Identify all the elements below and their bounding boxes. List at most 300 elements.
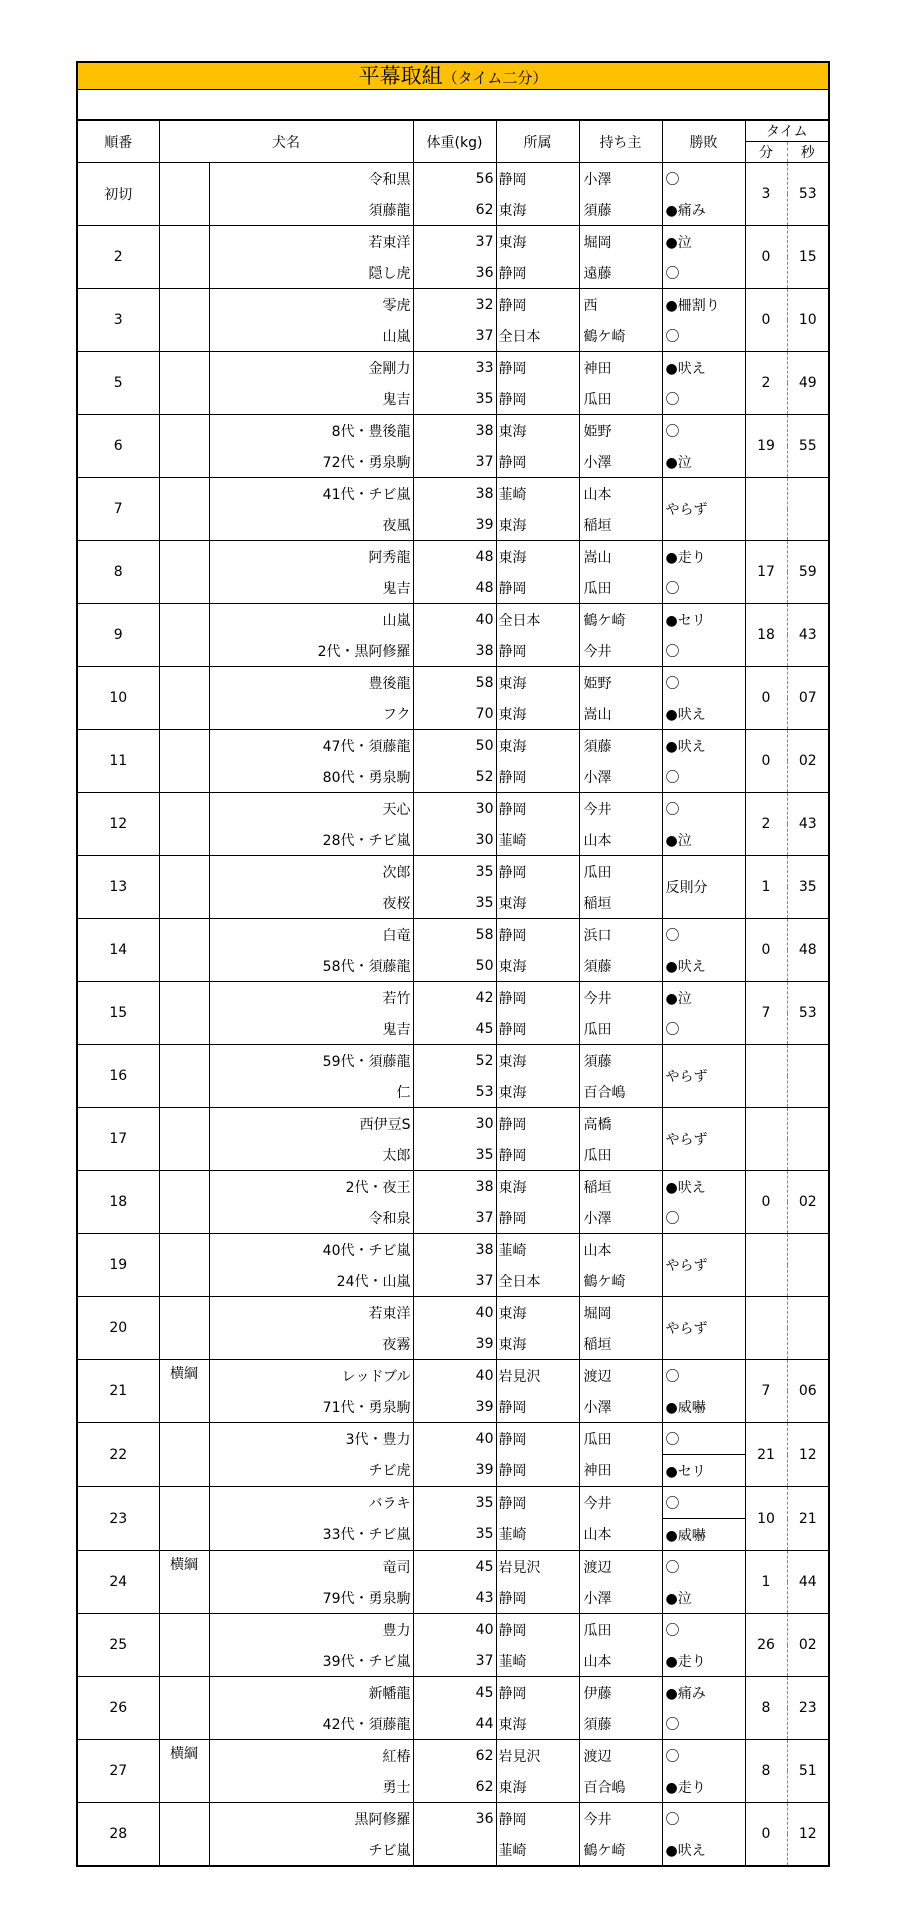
dog-result: 〇	[662, 415, 745, 447]
dog-weight: 52	[413, 761, 496, 793]
bout-rank	[159, 541, 209, 604]
bout-seconds	[787, 1234, 829, 1297]
dog-affiliation: 静岡	[496, 257, 579, 289]
dog-weight: 38	[413, 1171, 496, 1203]
dog-name: 零虎	[209, 289, 413, 321]
dog-weight: 40	[413, 1423, 496, 1455]
dog-affiliation: 静岡	[496, 919, 579, 951]
dog-owner: 伊藤	[579, 1677, 662, 1709]
dog-weight	[413, 1834, 496, 1866]
dog-name: 41代・チビ嵐	[209, 478, 413, 510]
bout-table-body	[77, 163, 829, 1867]
dog-weight: 56	[413, 163, 496, 195]
dog-affiliation: 東海	[496, 730, 579, 762]
bout-row	[77, 415, 829, 447]
dog-affiliation: 静岡	[496, 1202, 579, 1234]
bout-row	[77, 1234, 829, 1266]
bout-seconds	[787, 478, 829, 541]
dog-result: ●泣	[662, 1582, 745, 1614]
dog-affiliation: 東海	[496, 194, 579, 226]
dog-owner: 瓜田	[579, 1139, 662, 1171]
bout-rank	[159, 1108, 209, 1171]
dog-result: ●吠え	[662, 698, 745, 730]
dog-weight: 35	[413, 1519, 496, 1551]
header-result: 勝敗	[662, 121, 745, 163]
dog-result: ●走り	[662, 1771, 745, 1803]
bout-minutes: 0	[745, 730, 787, 793]
bout-row	[77, 163, 829, 195]
bout-rank	[159, 604, 209, 667]
dog-affiliation: 静岡	[496, 856, 579, 888]
dog-affiliation: 静岡	[496, 572, 579, 604]
bout-minutes	[745, 1297, 787, 1360]
dog-name: 白竜	[209, 919, 413, 951]
dog-name: 47代・須藤龍	[209, 730, 413, 762]
bout-row	[77, 667, 829, 699]
bout-order: 20	[77, 1297, 159, 1360]
dog-weight: 37	[413, 446, 496, 478]
dog-owner: 小澤	[579, 1391, 662, 1423]
dog-affiliation: 静岡	[496, 383, 579, 415]
dog-name: 山嵐	[209, 320, 413, 352]
dog-weight: 37	[413, 1645, 496, 1677]
dog-affiliation: 東海	[496, 950, 579, 982]
bout-minutes: 2	[745, 793, 787, 856]
dog-owner: 山本	[579, 1645, 662, 1677]
bout-row	[77, 1551, 829, 1583]
dog-weight: 30	[413, 1108, 496, 1140]
dog-result: ●柵割り	[662, 289, 745, 321]
bout-order: 13	[77, 856, 159, 919]
bout-row	[77, 730, 829, 762]
bout-order: 21	[77, 1360, 159, 1423]
dog-name: 夜桜	[209, 887, 413, 919]
dog-affiliation: 静岡	[496, 1487, 579, 1519]
bout-minutes	[745, 1108, 787, 1171]
dog-owner: 稲垣	[579, 509, 662, 541]
dog-owner: 須藤	[579, 194, 662, 226]
bout-rank	[159, 226, 209, 289]
bout-minutes: 18	[745, 604, 787, 667]
dog-weight: 40	[413, 1614, 496, 1646]
dog-owner: 神田	[579, 1455, 662, 1487]
dog-affiliation: 東海	[496, 1328, 579, 1360]
dog-owner: 小澤	[579, 1582, 662, 1614]
dog-affiliation: 静岡	[496, 1614, 579, 1646]
blank-row	[76, 90, 830, 120]
dog-affiliation: 静岡	[496, 1677, 579, 1709]
dog-result: 〇	[662, 383, 745, 415]
bout-row	[77, 1171, 829, 1203]
bout-seconds: 12	[787, 1803, 829, 1867]
dog-weight: 45	[413, 1551, 496, 1583]
header-order: 順番	[77, 121, 159, 163]
dog-affiliation: 東海	[496, 698, 579, 730]
dog-affiliation: 静岡	[496, 1108, 579, 1140]
dog-owner: 瓜田	[579, 572, 662, 604]
header-affiliation: 所属	[496, 121, 579, 163]
bout-order: 17	[77, 1108, 159, 1171]
dog-owner: 堀岡	[579, 226, 662, 258]
dog-affiliation: 静岡	[496, 1455, 579, 1487]
bout-rank: 横綱	[159, 1360, 209, 1423]
dog-name: 24代・山嵐	[209, 1265, 413, 1297]
dog-name: 鬼吉	[209, 1013, 413, 1045]
dog-result: 〇	[662, 1202, 745, 1234]
bout-seconds: 21	[787, 1487, 829, 1551]
dog-owner: 遠藤	[579, 257, 662, 289]
bout-seconds	[787, 1045, 829, 1108]
dog-name: バラキ	[209, 1487, 413, 1519]
dog-result: ●吠え	[662, 950, 745, 982]
dog-owner: 今井	[579, 1803, 662, 1835]
dog-result: 〇	[662, 1740, 745, 1772]
dog-affiliation: 東海	[496, 226, 579, 258]
dog-name: 8代・豊後龍	[209, 415, 413, 447]
dog-result: ●吠え	[662, 1834, 745, 1866]
bout-minutes: 26	[745, 1614, 787, 1677]
bout-order: 3	[77, 289, 159, 352]
dog-affiliation: 東海	[496, 1171, 579, 1203]
bout-minutes: 3	[745, 163, 787, 226]
bout-seconds: 44	[787, 1551, 829, 1614]
dog-name: 鬼吉	[209, 572, 413, 604]
dog-weight: 53	[413, 1076, 496, 1108]
dog-weight: 48	[413, 572, 496, 604]
dog-name: 次郎	[209, 856, 413, 888]
dog-owner: 小澤	[579, 761, 662, 793]
bout-table	[76, 120, 830, 1867]
bout-seconds: 02	[787, 1614, 829, 1677]
dog-owner: 小澤	[579, 163, 662, 195]
dog-affiliation: 韮崎	[496, 478, 579, 510]
dog-owner: 稲垣	[579, 887, 662, 919]
dog-weight: 32	[413, 289, 496, 321]
dog-result: 〇	[662, 761, 745, 793]
bout-rank	[159, 478, 209, 541]
bout-row	[77, 541, 829, 573]
dog-owner: 山本	[579, 824, 662, 856]
bout-rank	[159, 667, 209, 730]
bout-rank	[159, 289, 209, 352]
dog-weight: 37	[413, 1202, 496, 1234]
bout-seconds: 49	[787, 352, 829, 415]
bout-order: 18	[77, 1171, 159, 1234]
dog-owner: 堀岡	[579, 1297, 662, 1329]
dog-owner: 瓜田	[579, 1013, 662, 1045]
dog-weight: 35	[413, 856, 496, 888]
header-seconds: 秒	[787, 142, 829, 163]
dog-weight: 50	[413, 950, 496, 982]
bout-order: 16	[77, 1045, 159, 1108]
dog-name: 鬼吉	[209, 383, 413, 415]
bout-seconds	[787, 1297, 829, 1360]
dog-weight: 35	[413, 1139, 496, 1171]
bout-row	[77, 1360, 829, 1392]
header-dog-name: 犬名	[159, 121, 413, 163]
bout-order: 28	[77, 1803, 159, 1867]
bout-minutes: 8	[745, 1740, 787, 1803]
dog-result: 〇	[662, 1803, 745, 1835]
dog-result: ●吠え	[662, 352, 745, 384]
dog-owner: 今井	[579, 793, 662, 825]
bout-rank	[159, 1487, 209, 1551]
dog-affiliation: 韮崎	[496, 824, 579, 856]
dog-affiliation: 韮崎	[496, 1519, 579, 1551]
dog-name: 新幡龍	[209, 1677, 413, 1709]
bout-row	[77, 1614, 829, 1646]
bout-minutes: 1	[745, 856, 787, 919]
bout-minutes	[745, 478, 787, 541]
dog-name: 夜風	[209, 509, 413, 541]
dog-weight: 45	[413, 1677, 496, 1709]
bout-minutes: 19	[745, 415, 787, 478]
dog-name: 令和黒	[209, 163, 413, 195]
dog-weight: 38	[413, 1234, 496, 1266]
dog-result: 〇	[662, 793, 745, 825]
dog-name: フク	[209, 698, 413, 730]
dog-result: 〇	[662, 1708, 745, 1740]
bout-result: やらず	[662, 1108, 745, 1171]
bout-rank	[159, 730, 209, 793]
dog-name: 仁	[209, 1076, 413, 1108]
dog-name: 西伊豆S	[209, 1108, 413, 1140]
dog-result: 〇	[662, 919, 745, 951]
dog-affiliation: 静岡	[496, 1013, 579, 1045]
dog-weight: 36	[413, 257, 496, 289]
bout-result: やらず	[662, 1234, 745, 1297]
dog-result: ●痛み	[662, 1677, 745, 1709]
dog-affiliation: 東海	[496, 415, 579, 447]
dog-weight: 40	[413, 604, 496, 636]
bout-order: 8	[77, 541, 159, 604]
dog-weight: 35	[413, 887, 496, 919]
dog-affiliation: 静岡	[496, 982, 579, 1014]
dog-affiliation: 全日本	[496, 1265, 579, 1297]
dog-affiliation: 静岡	[496, 289, 579, 321]
bout-order: 7	[77, 478, 159, 541]
bout-rank	[159, 352, 209, 415]
dog-result: 〇	[662, 257, 745, 289]
bout-row	[77, 478, 829, 510]
bout-row	[77, 226, 829, 258]
dog-affiliation: 韮崎	[496, 1234, 579, 1266]
bout-row	[77, 793, 829, 825]
dog-weight: 39	[413, 1328, 496, 1360]
header-time: タイム	[745, 121, 829, 142]
dog-name: 隠し虎	[209, 257, 413, 289]
dog-result: ●セリ	[662, 1455, 745, 1487]
bout-rank	[159, 856, 209, 919]
bout-order: 11	[77, 730, 159, 793]
dog-weight: 58	[413, 919, 496, 951]
dog-result: ●威嚇	[662, 1519, 745, 1551]
bout-seconds: 53	[787, 982, 829, 1045]
dog-weight: 36	[413, 1803, 496, 1835]
dog-weight: 37	[413, 1265, 496, 1297]
dog-name: 若東洋	[209, 1297, 413, 1329]
dog-name: 勇士	[209, 1771, 413, 1803]
dog-affiliation: 岩見沢	[496, 1740, 579, 1772]
dog-affiliation: 静岡	[496, 761, 579, 793]
dog-name: 42代・須藤龍	[209, 1708, 413, 1740]
dog-name: 39代・チビ嵐	[209, 1645, 413, 1677]
dog-owner: 瓜田	[579, 856, 662, 888]
bout-row	[77, 1423, 829, 1455]
bout-rank	[159, 1234, 209, 1297]
dog-name: 58代・須藤龍	[209, 950, 413, 982]
dog-weight: 40	[413, 1360, 496, 1392]
dog-name: チビ虎	[209, 1455, 413, 1487]
dog-result: ●痛み	[662, 194, 745, 226]
dog-owner: 高橋	[579, 1108, 662, 1140]
dog-name: 天心	[209, 793, 413, 825]
dog-name: 2代・夜王	[209, 1171, 413, 1203]
dog-owner: 山本	[579, 1234, 662, 1266]
bout-order: 23	[77, 1487, 159, 1551]
dog-affiliation: 岩見沢	[496, 1551, 579, 1583]
dog-weight: 39	[413, 1391, 496, 1423]
dog-affiliation: 静岡	[496, 446, 579, 478]
dog-owner: 渡辺	[579, 1551, 662, 1583]
dog-weight: 37	[413, 320, 496, 352]
bout-row	[77, 1677, 829, 1709]
dog-owner: 須藤	[579, 1045, 662, 1077]
bout-rank	[159, 793, 209, 856]
dog-result: ●走り	[662, 1645, 745, 1677]
dog-result: ●泣	[662, 446, 745, 478]
bout-row	[77, 1108, 829, 1140]
bout-order: 12	[77, 793, 159, 856]
dog-name: 山嵐	[209, 604, 413, 636]
bout-seconds: 48	[787, 919, 829, 982]
bout-row	[77, 604, 829, 636]
dog-owner: 嵩山	[579, 541, 662, 573]
dog-affiliation: 韮崎	[496, 1645, 579, 1677]
bout-seconds	[787, 1108, 829, 1171]
dog-name: 3代・豊力	[209, 1423, 413, 1455]
bout-seconds: 07	[787, 667, 829, 730]
title-bar	[76, 61, 830, 90]
dog-owner: 今井	[579, 635, 662, 667]
bout-result: やらず	[662, 1045, 745, 1108]
dog-owner: 今井	[579, 982, 662, 1014]
header-weight: 体重(kg)	[413, 121, 496, 163]
dog-name: 豊後龍	[209, 667, 413, 699]
dog-affiliation: 岩見沢	[496, 1360, 579, 1392]
dog-name: 令和泉	[209, 1202, 413, 1234]
dog-result: ●走り	[662, 541, 745, 573]
bout-minutes	[745, 1234, 787, 1297]
bout-order: 27	[77, 1740, 159, 1803]
dog-name: 黒阿修羅	[209, 1803, 413, 1835]
bout-result: やらず	[662, 478, 745, 541]
dog-owner: 姫野	[579, 667, 662, 699]
dog-affiliation: 静岡	[496, 1582, 579, 1614]
bout-minutes: 1	[745, 1551, 787, 1614]
bout-rank	[159, 1803, 209, 1867]
bout-seconds: 06	[787, 1360, 829, 1423]
bout-result: やらず	[662, 1297, 745, 1360]
bout-rank	[159, 1677, 209, 1740]
dog-weight: 58	[413, 667, 496, 699]
dog-name: 金剛力	[209, 352, 413, 384]
header-minutes: 分	[745, 142, 787, 163]
dog-owner: 姫野	[579, 415, 662, 447]
dog-affiliation: 静岡	[496, 1423, 579, 1455]
dog-owner: 小澤	[579, 446, 662, 478]
dog-weight: 35	[413, 1487, 496, 1519]
dog-weight: 38	[413, 635, 496, 667]
bout-result: 反則分	[662, 856, 745, 919]
dog-name: 紅椿	[209, 1740, 413, 1772]
dog-result: 〇	[662, 1487, 745, 1519]
bout-order: 24	[77, 1551, 159, 1614]
bout-seconds: 10	[787, 289, 829, 352]
dog-result: ●吠え	[662, 730, 745, 762]
dog-name: 28代・チビ嵐	[209, 824, 413, 856]
dog-name: 33代・チビ嵐	[209, 1519, 413, 1551]
bout-order: 5	[77, 352, 159, 415]
dog-affiliation: 東海	[496, 1076, 579, 1108]
dog-weight: 43	[413, 1582, 496, 1614]
bout-rank	[159, 1297, 209, 1360]
dog-affiliation: 静岡	[496, 1391, 579, 1423]
bout-minutes: 0	[745, 919, 787, 982]
dog-owner: 須藤	[579, 950, 662, 982]
bout-rank	[159, 1423, 209, 1487]
dog-affiliation: 東海	[496, 667, 579, 699]
dog-affiliation: 東海	[496, 1708, 579, 1740]
dog-affiliation: 静岡	[496, 635, 579, 667]
dog-weight: 30	[413, 824, 496, 856]
dog-weight: 44	[413, 1708, 496, 1740]
dog-result: ●吠え	[662, 1171, 745, 1203]
dog-owner: 鶴ケ崎	[579, 1834, 662, 1866]
dog-owner: 渡辺	[579, 1360, 662, 1392]
bout-minutes: 0	[745, 226, 787, 289]
bout-row	[77, 1803, 829, 1835]
dog-owner: 瓜田	[579, 1614, 662, 1646]
dog-name: 80代・勇泉駒	[209, 761, 413, 793]
header-owner: 持ち主	[579, 121, 662, 163]
dog-affiliation: 静岡	[496, 1139, 579, 1171]
bout-order: 初切	[77, 163, 159, 226]
dog-affiliation: 東海	[496, 541, 579, 573]
dog-owner: 百合嶋	[579, 1771, 662, 1803]
dog-name: 竜司	[209, 1551, 413, 1583]
bout-sheet	[76, 61, 830, 1867]
dog-affiliation: 韮崎	[496, 1834, 579, 1866]
bout-rank	[159, 1614, 209, 1677]
dog-affiliation: 全日本	[496, 604, 579, 636]
bout-minutes: 0	[745, 1171, 787, 1234]
bout-order: 6	[77, 415, 159, 478]
bout-row	[77, 1487, 829, 1519]
dog-owner: 稲垣	[579, 1171, 662, 1203]
dog-owner: 瓜田	[579, 1423, 662, 1455]
bout-rank	[159, 1045, 209, 1108]
dog-weight: 62	[413, 1771, 496, 1803]
bout-seconds: 02	[787, 1171, 829, 1234]
dog-result: ●セリ	[662, 604, 745, 636]
bout-order: 19	[77, 1234, 159, 1297]
dog-weight: 62	[413, 194, 496, 226]
dog-result: 〇	[662, 163, 745, 195]
dog-owner: 渡辺	[579, 1740, 662, 1772]
bout-minutes: 2	[745, 352, 787, 415]
dog-result: ●泣	[662, 982, 745, 1014]
